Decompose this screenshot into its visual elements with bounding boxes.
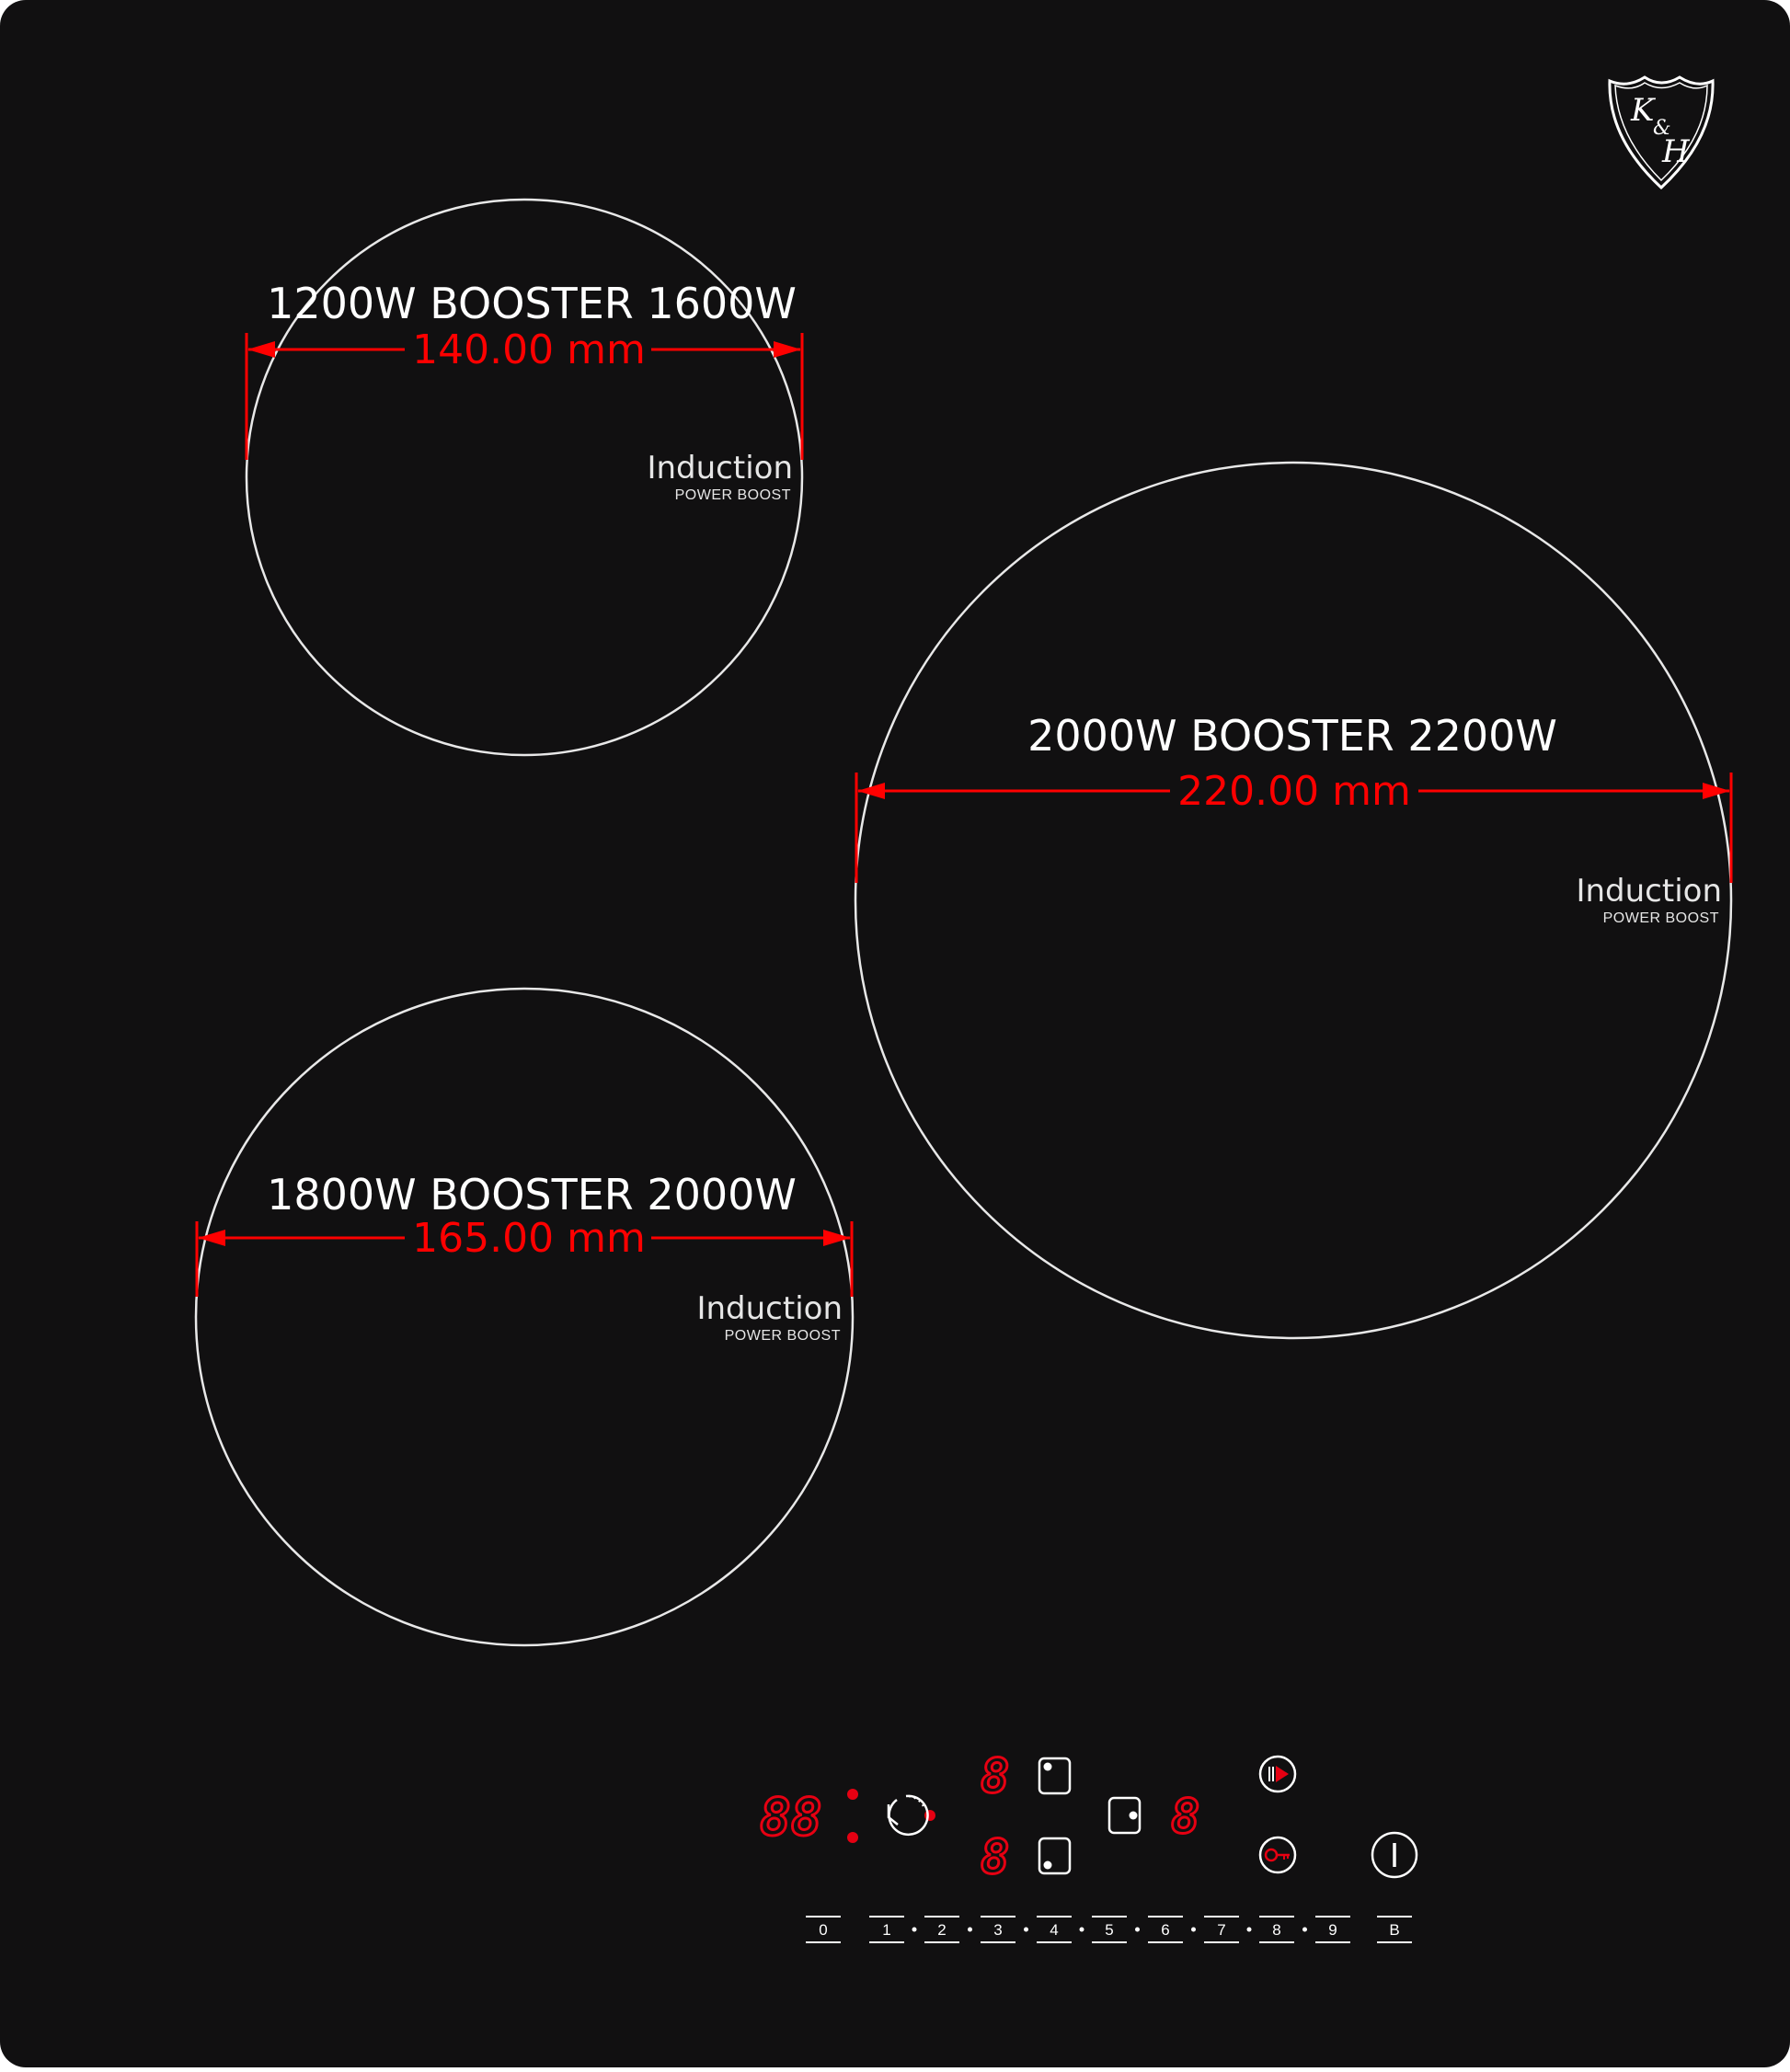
- slider-label: 0: [819, 1921, 828, 1939]
- zone-diameter: 140.00 mm: [412, 326, 646, 373]
- slider-separator-dot: [968, 1928, 972, 1932]
- slider-separator-dot: [1080, 1928, 1084, 1932]
- zone-power-rating: 1200W BOOSTER 1600W: [267, 279, 797, 328]
- power-boost-label: POWER BOOST: [1602, 910, 1719, 926]
- zone-right-level-display: 8: [1171, 1790, 1200, 1845]
- slider-separator-dot: [912, 1928, 917, 1932]
- slider-separator-dot: [1024, 1928, 1028, 1932]
- slider-label: B: [1389, 1921, 1400, 1939]
- induction-label: Induction: [647, 450, 793, 487]
- timer-indicator-dot: [847, 1832, 858, 1843]
- induction-label: Induction: [1576, 873, 1722, 910]
- slider-label: 7: [1217, 1921, 1226, 1939]
- slider-label: 6: [1161, 1921, 1170, 1939]
- slider-separator-dot: [1135, 1928, 1140, 1932]
- timer-indicator-dot: [847, 1789, 858, 1800]
- slider-label: 3: [993, 1921, 1003, 1939]
- power-boost-label: POWER BOOST: [724, 1328, 841, 1344]
- slider-label: 8: [1272, 1921, 1281, 1939]
- slider-separator-dot: [1191, 1928, 1196, 1932]
- zone-rear-left-level-display: 8: [981, 1749, 1010, 1804]
- slider-label: 5: [1105, 1921, 1114, 1939]
- zone-power-rating: 2000W BOOSTER 2200W: [1027, 711, 1557, 761]
- zone-power-rating: 1800W BOOSTER 2000W: [267, 1170, 797, 1219]
- slider-separator-dot: [1247, 1928, 1252, 1932]
- slider-label: 2: [937, 1921, 947, 1939]
- zone-front-left-level-display: 8: [981, 1830, 1010, 1885]
- power-boost-label: POWER BOOST: [674, 487, 791, 503]
- timer-display: 88: [760, 1788, 822, 1848]
- timer-indicator-dot: [924, 1810, 935, 1821]
- induction-label: Induction: [696, 1290, 843, 1327]
- zone-diameter: 165.00 mm: [412, 1215, 646, 1262]
- slider-label: 9: [1328, 1921, 1337, 1939]
- zone-diameter: 220.00 mm: [1177, 768, 1411, 815]
- slider-separator-dot: [1302, 1928, 1307, 1932]
- slider-label: 1: [882, 1921, 891, 1939]
- slider-label: 4: [1050, 1921, 1059, 1939]
- logo-ampersand: &: [1653, 117, 1671, 140]
- logo-letter-k: K: [1631, 92, 1655, 129]
- logo-letter-h: H: [1662, 133, 1690, 170]
